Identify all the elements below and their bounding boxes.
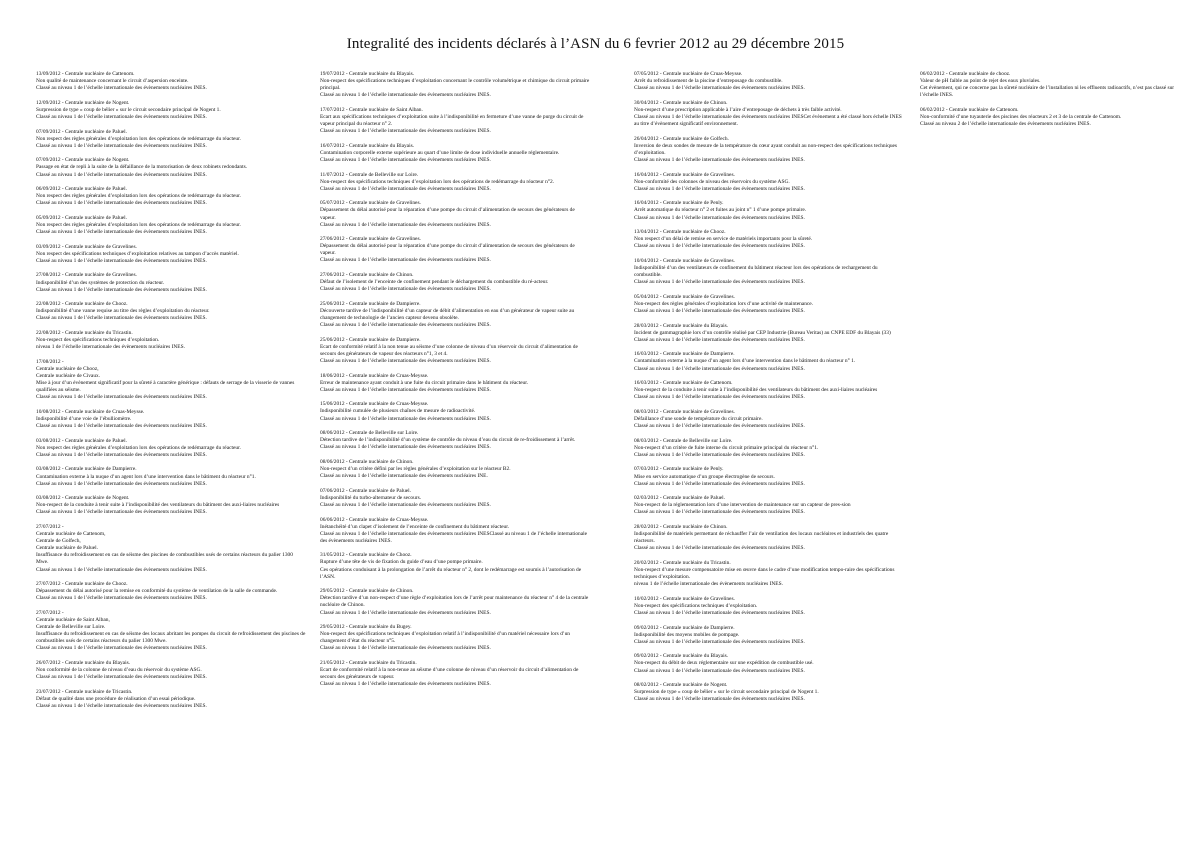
incident-text-line: Classé au niveau 1 de l’échelle internationale des évènements nucléaires INES. (634, 365, 805, 372)
incident-heading: 27/06/2012 - Centrale nucléaire de Chinon. (320, 272, 414, 279)
incident-heading: 28/03/2012 - Centrale nucléaire du Blayais. (634, 322, 729, 329)
incident-entry (320, 430, 590, 451)
incident-text-line: Classé au niveau 1 de l’échelle internationale des évènements nucléaires INES. (36, 394, 207, 401)
incident-heading: 21/05/2012 - Centrale nucléaire du Tricastin. (320, 660, 417, 666)
incident-heading: 03/08/2012 - Centrale nucléaire de Paluel. (36, 437, 128, 444)
incident-text-line: Classé au niveau 1 de l’échelle internationale des évènements nucléaires INES. (36, 674, 207, 681)
incident-entry (36, 215, 306, 236)
incident-text-line: Arrêt automatique du réacteur n° 2 et fuites au joint n° 1 d’une pompe primaire. (634, 207, 807, 214)
incident-entry (320, 143, 590, 164)
incident-text-line: Arrêt du refroidissement de la piscine d’entreposage du combustible. (634, 78, 783, 85)
incident-heading: 09/02/2012 - Centrale nucléaire de Dampierre. (634, 624, 735, 631)
incident-heading: 13/04/2012 - Centrale nucléaire de Chooz. (634, 229, 726, 236)
incident-text-line: Classé au niveau 1 de l’échelle internationale des évènements nucléaires INES. (36, 200, 207, 207)
incident-entry (634, 380, 904, 401)
incident-text-line: Classé au niveau 1 de l’échelle internationale des évènements nucléaires INES. (320, 609, 491, 616)
incident-text-line: Mise à jour d’un évènement significatif pour la sûreté à caractère générique : défauts de serrage de la visserie de vannes qualifiées au séisme. (36, 380, 295, 394)
incident-entry (320, 337, 590, 365)
incident-heading: 27/06/2012 - Centrale nucléaire de Gravelines. (320, 236, 421, 243)
incident-text-line: niveau 1 de l’échelle internationale des évènements nucléaires INES. (36, 344, 185, 351)
incident-entry (320, 272, 590, 293)
incident-text-line: Classé au niveau 1 de l’échelle internationale des évènements nucléaires INES. (634, 214, 805, 221)
incident-heading: 27/07/2012 - Centrale nucléaire de Chooz. (36, 581, 128, 588)
incident-text-line: Mise en service automatique d’un groupe électrogène de secours. (634, 473, 775, 480)
incident-text-line: Non-respect de la conduite à tenir suite à l’indisponibilité des ventilateurs du bâtiment des auxi-liaires nucléaires (634, 387, 878, 394)
incident-entry (634, 294, 904, 315)
incident-text-line: Contamination externe à la nuque d’un agent lors d’une intervention dans le bâtiment du réacteur n° 1. (634, 358, 856, 365)
incident-heading: 07/03/2012 - Centrale nucléaire de Penly. (634, 466, 724, 473)
incident-heading: 03/08/2012 - Centrale nucléaire de Dampierre. (36, 466, 137, 473)
incident-entry (634, 625, 904, 646)
incident-text-line: Classé au niveau 1 de l’échelle internationale des évènements nucléaires INES. (634, 243, 805, 250)
incident-text-line: Ecart de conformité relatif à la non-tenue au séisme d’une colonne de niveau d’un réservoir du circuit d’alimentation de secours des générateurs de vapeur. (320, 667, 579, 681)
incident-text-line: Ces opérations conduisant à la prolongation de l’arrêt du réacteur n° 2, dont le redémarrage est soumis à l’autorisation de l’ASN. (320, 566, 582, 580)
incident-text-line: Centrale de Golfech, (36, 538, 81, 545)
incident-text-line: Classé au niveau 1 de l’échelle internationale des évènements nucléaires INES. (320, 286, 491, 293)
incident-text-line: Ecart de conformité relatif à la non tenue au séisme d’une colonne de niveau d’un réservoir du circuit d’alimentation de secours des générateurs de vapeur des réacteurs n°1, 3 et 4. (320, 343, 578, 357)
incident-text-line: Classé au niveau 1 de l’échelle internationale des évènements nucléaires INES. (634, 336, 805, 343)
incident-text-line: Non-respect des spécifications techniques d’exploitation lors des opérations de redémarrage du réacteur n°2. (320, 178, 555, 185)
incident-heading: 02/03/2012 - Centrale nucléaire de Paluel. (634, 495, 726, 502)
incident-entry (320, 107, 590, 135)
incident-text-line: Classé au niveau 1 de l’échelle internationale des évènements nucléaires INES. (320, 681, 491, 688)
incident-text-line: Classé au niveau 1 de l’échelle internationale des évènements nucléaires INES. (36, 315, 207, 322)
incident-entry (320, 459, 590, 480)
incident-text-line: Non-conformité d’une tuyauterie des piscines des réacteurs 2 et 3 de la centrale de Cattenom. (920, 113, 1122, 120)
incident-text-line: Classé au niveau 1 de l’échelle internationale des évènements nucléaires INES. (36, 142, 207, 149)
incident-text-line: Non respect d’un délai de remise en service de matériels importants pour la sûreté. (634, 236, 813, 243)
incident-entry (634, 596, 904, 617)
incident-entry (634, 136, 904, 164)
incident-entry (320, 588, 590, 616)
incident-text-line: niveau 1 de l’échelle internationale des évènements nucléaires INES. (634, 581, 783, 588)
incident-text-line: Classé au niveau 1 de l’échelle internationale des évènements nucléaires INE. (320, 473, 488, 480)
incident-entry (320, 517, 590, 545)
incident-entry (920, 71, 1190, 99)
incident-text-line: Valeur de pH faible au point de rejet des eaux pluviales. (920, 78, 1041, 85)
incident-heading: 22/08/2012 - Centrale nucléaire de Chooz. (36, 301, 128, 308)
incident-text-line: Classé au niveau 1 de l’échelle internationale des évènements nucléaires INES. (634, 480, 805, 487)
incident-text-line: Dépassement du délai autorisé pour la réparation d’une pompe du circuit d’alimentation de secours des générateurs de vapeur. (320, 207, 575, 221)
incident-heading: 25/06/2012 - Centrale nucléaire de Dampierre. (320, 300, 421, 307)
incident-text-line: Classé au niveau 1 de l’échelle internationale des évènements nucléaires INES. (320, 221, 491, 228)
incident-text-line: Classé au niveau 1 de l’échelle internationale des évènements nucléaires INES. (320, 128, 491, 135)
incident-entry (36, 581, 306, 602)
incident-text-line: Non-respect des spécifications techniques d’exploitation relatif à l’indisponibilité d’un matériel nécessaire lors d’un changement d’état du réacteur n°5. (320, 631, 570, 645)
incident-entry (920, 107, 1190, 128)
incident-entry (36, 272, 306, 293)
incident-entry (320, 172, 590, 193)
incident-entry (36, 301, 306, 322)
incident-heading: 29/05/2012 - Centrale nucléaire de Chinon. (320, 588, 414, 595)
incident-entry (320, 373, 590, 394)
incident-text-line: Surpression de type « coup de bélier » sur le circuit secondaire principal de Nogent 1. (36, 106, 221, 113)
incident-text-line: Centrale de Belleville sur Loire. (36, 624, 106, 631)
incident-text-line: Classé au niveau 1 de l’échelle internationale des évènements nucléaires INES. (634, 423, 805, 430)
incident-text-line: Non-respect d’une mesure compensatoire mise en œuvre dans le cadre d’une modification tempo-raire des spécifications techniques d’exploitation. (634, 566, 895, 581)
incident-text-line: Classé au niveau 1 de l’échelle internationale des évènements nucléaires INES. (36, 645, 207, 652)
incident-entry (36, 660, 306, 681)
incident-text-line: Classé au niveau 1 de l’échelle internationale des évènements nucléaires INES. (634, 509, 805, 516)
incident-heading: 18/06/2012 - Centrale nucléaire de Cruas-Meysse. (320, 372, 429, 379)
incident-text-line: Indisponibilité d’une voie de l’ébulliomètre. (36, 415, 132, 422)
incident-text-line: Indisponibilité du turbo-alternateur de secours. (320, 494, 422, 501)
incident-text-line: Non qualité de maintenance concernant le circuit d’aspersion enceinte. (36, 78, 189, 85)
incident-entry (36, 330, 306, 351)
incident-text-line: Classé au niveau 1 de l’échelle internationale des évènements nucléaires INES. (36, 85, 207, 92)
incident-text-line: Ecart aux spécifications techniques d’exploitation suite à l’indisponibilité en fermeture d’une vanne de purge du circuit de vapeur principal du réacteur n° 2. (320, 113, 584, 128)
incident-heading: 07/06/2012 - Centrale nucléaire de Paluel. (320, 487, 412, 494)
incident-heading: 03/09/2012 - Centrale nucléaire de Gravelines. (36, 243, 137, 250)
incident-text-line: Inversion de deux sondes de mesure de la température du cœur ayant conduit au non-respect des spécifications techniques d’exploitation. (634, 142, 898, 156)
incident-text-line: Indisponibilité d’une vanne requise au titre des règles d’exploitation du réacteur. (36, 308, 210, 315)
incident-text-line: Classé au niveau 1 de l’échelle internationale des évènements nucléaires INES. (634, 85, 805, 92)
incident-entry (634, 560, 904, 588)
incident-heading: 05/09/2012 - Centrale nucléaire de Paluel. (36, 214, 128, 221)
incident-entry (634, 653, 904, 674)
incident-heading: 16/07/2012 - Centrale nucléaire du Blayais. (320, 142, 415, 149)
incident-text-line: Classé au niveau 1 de l’échelle internationale des évènements nucléaires INES. (36, 113, 207, 120)
incident-text-line: Non-respect d’un critère défini par les règles générales d’exploitation sur le réacteur B2. (320, 466, 511, 473)
incident-text-line: Non-respect des spécifications techniques d’exploitation. (36, 337, 160, 344)
incident-entry (36, 71, 306, 92)
incident-entry (36, 466, 306, 487)
incident-heading: 10/04/2012 - Centrale nucléaire de Gravelines. (634, 257, 735, 264)
incident-entry (634, 258, 904, 286)
incident-heading: 27/07/2012 - (36, 524, 64, 530)
incident-entry (36, 409, 306, 430)
incident-text-line: Classé au niveau 1 de l’échelle internationale des évènements nucléaires INES. (36, 229, 207, 236)
incident-text-line: Non respect des règles générales d’exploitation lors des opérations de redémarrage du réacteur. (36, 193, 241, 200)
incident-column-2 (320, 71, 590, 696)
incident-entry (320, 200, 590, 228)
incident-text-line: Classé au niveau 1 de l’échelle internationale des évènements nucléaires INES. (320, 444, 491, 451)
incident-heading: 30/04/2012 - Centrale nucléaire de Chinon. (634, 99, 728, 106)
incident-text-line: Classé au niveau 1 de l’échelle internationale des évènements nucléaires INES. (36, 595, 207, 602)
incident-text-line: Non-respect de la conduite à tenir suite à l’indisponibilité des ventilateurs du bâtiment des auxi-liaires nucléaires (36, 502, 280, 509)
incident-heading: 26/04/2012 - Centrale nucléaire de Golfech. (634, 135, 729, 142)
incident-entry (320, 488, 590, 509)
incident-text-line: Classé au niveau 1 de l’échelle internationale des évènements nucléaires INES. (36, 423, 207, 430)
incident-entry (634, 495, 904, 516)
incident-text-line: Classé au niveau 1 de l’échelle internationale des évènements nucléaires INES. (36, 286, 207, 293)
incident-heading: 13/09/2012 - Centrale nucléaire de Cattenom. (36, 71, 135, 77)
incident-entry (320, 552, 590, 580)
incident-text-line: Indisponibilité d’un des ventilateurs de confinement du bâtiment réacteur lors des opérations de rechargement du combustible. (634, 264, 878, 279)
incident-column-1 (36, 71, 306, 718)
incident-entry (634, 71, 904, 92)
incident-heading: 22/08/2012 - Centrale nucléaire du Tricastin. (36, 330, 133, 337)
incident-heading: 20/02/2012 - Centrale nucléaire du Tricastin. (634, 559, 731, 566)
incident-entry (320, 236, 590, 264)
incident-text-line: Non-respect du débit de deux réglementaire sur une expédition de combustible usé. (634, 660, 814, 667)
incident-text-line: Classé au niveau 1 de l’échelle internationale des évènements nucléaires INES. (36, 451, 207, 458)
incident-entry (36, 359, 306, 402)
incident-entry (320, 401, 590, 422)
incident-entry (36, 524, 306, 574)
incident-heading: 08/02/2012 - Centrale nucléaire de Nogent. (634, 682, 728, 689)
incident-text-line: Classé au niveau 1 de l’échelle internationale des évènements nucléaires INES. (634, 545, 805, 552)
incident-text-line: Classé au niveau 1 de l’échelle internationale des évènements nucléaires INES. (320, 322, 491, 329)
incident-heading: 06/02/2012 - Centrale nucléaire de Cattenom. (920, 106, 1019, 113)
incident-text-line: Classé au niveau 1 de l’échelle internationale des évènements nucléaires INESCet évènement a été classé hors échelle INES au titre d’évènement significatif environnement. (634, 113, 902, 128)
incident-heading: 16/04/2012 - Centrale nucléaire de Penly. (634, 200, 724, 207)
incident-heading: 26/07/2012 - Centrale nucléaire du Blayais. (36, 660, 131, 666)
incident-text-line: Inétanchéité d’un clapet d’isolement de l’enceinte de confinement du bâtiment réacteur. (320, 523, 510, 530)
incident-heading: 06/06/2012 - Centrale nucléaire de Cruas-Meysse. (320, 516, 429, 523)
incident-entry (36, 610, 306, 653)
incident-heading: 25/06/2012 - Centrale nucléaire de Dampierre. (320, 336, 421, 343)
incident-entry (36, 438, 306, 459)
incident-text-line: Insuffisance du refroidissement en cas de séisme des locaux abritant les pompes du circuit de refroidissement des piscines de combustibles usés de certains réacteurs du palier 1300 Mwe. (36, 631, 306, 645)
incident-text-line: Surpression de type « coup de bélier » sur le circuit secondaire principal de Nogent 1. (634, 689, 819, 696)
incident-entry (36, 157, 306, 178)
incident-text-line: Classé au niveau 1 de l’échelle internationale des évènements nucléaires INES. (634, 307, 805, 314)
incident-heading: 27/07/2012 - (36, 609, 64, 616)
incident-text-line: Centrale nucléaire de Cattenom, (36, 531, 106, 538)
incident-text-line: Classé au niveau 1 de l’échelle internationale des évènements nucléaires INES. (320, 415, 491, 422)
incident-heading: 07/09/2012 - Centrale nucléaire de Paluel. (36, 128, 128, 135)
incident-heading: 08/06/2012 - Centrale nucléaire de Chinon. (320, 458, 414, 465)
incident-text-line: Indisponibilité des moyens mobiles de pompage. (634, 631, 740, 638)
incident-text-line: Détection tardive de l’indisponibilité d’un système de contrôle du niveau d’eau du circuit de re-froidissement à l’arrêt. (320, 437, 576, 444)
incident-heading: 17/08/2012 - (36, 358, 64, 365)
incident-heading: 27/08/2012 - Centrale nucléaire de Gravelines. (36, 272, 137, 279)
incident-heading: 05/04/2012 - Centrale nucléaire de Gravelines. (634, 293, 735, 300)
incident-heading: 07/09/2012 - Centrale nucléaire de Nogent. (36, 157, 130, 164)
incident-entry (36, 689, 306, 710)
incident-heading: 11/07/2012 - Centrale de Belleville sur Loire. (320, 171, 419, 178)
incident-text-line: Non-conformité des colonnes de niveau des réservoirs du système ASG. (634, 178, 790, 185)
incident-text-line: Classé au niveau 1 de l’échelle internationale des évènements nucléaires INES. (320, 185, 491, 192)
incident-heading: 08/03/2012 - Centrale nucléaire de Gravelines. (634, 408, 735, 415)
incident-entry (36, 100, 306, 121)
incident-heading: 15/06/2012 - Centrale nucléaire de Cruas-Meysse. (320, 401, 429, 408)
incident-text-line: Classé au niveau 1 de l’échelle internationale des évènements nucléaires INES. (36, 480, 207, 487)
incident-text-line: Centrale nucléaire de Civaux. (36, 373, 101, 379)
incident-text-line: Non respect des règles générales d’exploitation lors des opérations de redémarrage du réacteur. (36, 135, 241, 142)
incident-text-line: Classé au niveau 1 de l’échelle internationale des évènements nucléaires INES. (320, 358, 491, 364)
incident-text-line: Insuffisance du refroidissement en cas de séisme des piscines de combustibles usés de certains réacteurs du palier 1300 Mwe. (36, 552, 293, 566)
incident-heading: 05/07/2012 - Centrale nucléaire de Gravelines. (320, 200, 421, 207)
incident-entry (36, 244, 306, 265)
incident-text-line: Classé au niveau 1 de l’échelle internationale des évènements nucléaires INES. (36, 509, 207, 516)
incident-text-line: Classé au niveau 1 de l’échelle internationale des évènements nucléaires INES. (634, 667, 805, 674)
incident-entry (36, 495, 306, 516)
incident-entry (634, 438, 904, 459)
incident-heading: 12/09/2012 - Centrale nucléaire de Nogent. (36, 99, 130, 106)
incident-text-line: Indisponibilité de matériels permettant de réchauffer l’air de ventilation des locaux nucléaires et industriels des quatre réacteurs. (634, 531, 889, 545)
incident-text-line: Classé au niveau 1 de l’échelle internationale des évènements nucléaires INES. (36, 702, 207, 709)
incident-heading: 16/04/2012 - Centrale nucléaire de Gravelines. (634, 171, 735, 178)
incident-text-line: Classé au niveau 1 de l’échelle internationale des évènements nucléaires INES. (36, 171, 207, 178)
incident-text-line: Passage en état de repli à la suite de la défaillance de la motorisation de deux robinets redondants. (36, 164, 248, 171)
incident-text-line: Classé au niveau 1 de l’échelle internationale des évènements nucléaires INES. (36, 566, 207, 573)
incident-text-line: Détection tardive d’un non-respect d’une règle d’exploitation lors de l’arrêt pour maintenance du réacteur n° 4 de la centrale nucléaire de Chinon. (320, 595, 589, 609)
incident-text-line: Défaut de qualité dans une procédure de réalisation d’un essai périodique. (36, 695, 196, 702)
incident-text-line: Centrale nucléaire de Paluel. (36, 545, 98, 552)
incident-heading: 16/03/2012 - Centrale nucléaire de Dampierre. (634, 351, 735, 358)
incident-entry (634, 229, 904, 250)
incident-text-line: Non respect des spécifications techniques d’exploitation relatives au tampon d’accès matériel. (36, 250, 239, 257)
incident-text-line: Classé au niveau 1 de l’échelle internationale des évènements nucléaires INES. (36, 257, 207, 264)
incident-heading: 07/05/2012 - Centrale nucléaire de Cruas-Meysse. (634, 71, 743, 77)
incident-text-line: Classé au niveau 1 de l’échelle internationale des évènements nucléaires INES. (320, 92, 491, 99)
incident-heading: 17/07/2012 - Centrale nucléaire de Saint Alban. (320, 106, 423, 113)
incident-text-line: Centrale nucléaire de Saint Alban, (36, 617, 110, 624)
incident-entry (634, 682, 904, 703)
incident-heading: 09/02/2012 - Centrale nucléaire du Blayais. (634, 653, 729, 660)
incident-text-line: Centrale nucléaire de Chooz, (36, 365, 99, 372)
incident-text-line: Classé au niveau 1 de l’échelle internationale des évènements nucléaires INES. (634, 279, 805, 286)
incident-text-line: Classé au niveau 1 de l’échelle internationale des évènements nucléaires INES. (634, 638, 805, 645)
incident-heading: 19/07/2012 - Centrale nucléaire du Blayais. (320, 71, 415, 77)
incident-text-line: Indisponibilité d’un des systèmes de protection du réacteur. (36, 279, 165, 286)
incident-heading: 03/08/2012 - Centrale nucléaire de Nogent. (36, 495, 130, 502)
incident-column-4 (920, 71, 1190, 136)
incident-text-line: Classé au niveau 1 de l’échelle internationale des évènements nucléaires INES. (634, 696, 805, 703)
incident-text-line: Contamination corporelle externe supérieure au quart d’une limite de dose individuelle annuelle réglementaire. (320, 149, 560, 156)
incident-entry (36, 186, 306, 207)
incident-entry (320, 301, 590, 329)
incident-text-line: Défaut de l’isolement de l’enceinte de confinement pendant le déchargement du combustible du ré-acteur. (320, 279, 549, 286)
incident-text-line: Contamination externe à la nuque d’un agent lors d’une intervention dans le bâtiment du réacteur n°1. (36, 473, 256, 480)
incident-text-line: Classé au niveau 1 de l’échelle internationale des évènements nucléaires INES. (320, 501, 491, 508)
incident-entry (634, 100, 904, 128)
incident-heading: 31/05/2012 - Centrale nucléaire de Chooz. (320, 552, 412, 559)
incident-entry (634, 200, 904, 221)
page-title: Integralité des incidents déclarés à l’ASN du 6 fevrier 2012 au 29 décembre 2015 (346, 36, 845, 52)
incident-text-line: Non-respect d’une prescription applicable à l’aire d’entreposage de déchets à très faible activité. (634, 106, 842, 113)
incident-heading: 08/03/2012 - Centrale de Belleville sur Loire. (634, 437, 733, 444)
incident-heading: 29/05/2012 - Centrale nucléaire du Bugey. (320, 624, 412, 631)
incident-entry (634, 351, 904, 372)
incident-heading: 08/06/2012 - Centrale de Belleville sur Loire. (320, 430, 419, 437)
incident-heading: 28/02/2012 - Centrale nucléaire de Chinon. (634, 524, 728, 530)
incident-entry (320, 624, 590, 652)
incident-text-line: Classé au niveau 1 de l’échelle internationale des évènements nucléaires INES. (320, 645, 491, 652)
incident-column-3 (634, 71, 904, 711)
incident-entry (320, 71, 590, 99)
incident-text-line: Classé au niveau 1 de l’échelle internationale des évènements nucléaires INES. (634, 451, 805, 458)
incident-text-line: Dépassement du délai autorisé pour la remise en conformité du système de ventilation de la salle de commande. (36, 588, 278, 595)
incident-entry (634, 323, 904, 344)
incident-entry (634, 409, 904, 430)
incident-text-line: Erreur de maintenance ayant conduit à une fuite du circuit primaire dans le bâtiment du réacteur. (320, 379, 529, 386)
incident-text-line: Classé au niveau 1 de l’échelle internationale des évènements nucléaires INES. (634, 394, 805, 401)
incident-heading: 23/07/2012 - Centrale nucléaire de Tricastin. (36, 688, 133, 695)
incident-text-line: Classé au niveau 2 de l’échelle internationale des évènements nucléaires INES. (920, 121, 1091, 128)
incident-text-line: Classé au niveau 1 de l’échelle internationale des évènements nucléaires INES. (320, 156, 491, 163)
incident-text-line: Rupture d’une tête de vis de fixation du guide d’eau d’une pompe primaire. (320, 559, 483, 566)
incident-text-line: Non respect des règles générales d’exploitation lors des opérations de redémarrage du réacteur. (36, 222, 241, 228)
incident-entry (36, 129, 306, 150)
incident-text-line: Classé au niveau 1 de l’échelle internationale des évènements nucléaires INES. (634, 609, 805, 616)
incident-text-line: Classé au niveau 1 de l’échelle internationale des évènements nucléaires INES. (634, 156, 805, 163)
incident-entry (320, 660, 590, 688)
incident-heading: 10/08/2012 - Centrale nucléaire de Cruas-Meysse. (36, 408, 145, 415)
incident-entry (634, 172, 904, 193)
incident-heading: 10/02/2012 - Centrale nucléaire de Gravelines. (634, 595, 735, 602)
incident-text-line: Défaillance d’une sonde de température du circuit primaire. (634, 415, 763, 422)
incident-heading: 06/02/2012 - Centrale nucléaire de chooz. (920, 71, 1011, 77)
incident-text-line: Classé au niveau 1 de l’échelle internationale des évènements nucléaires INESClassé au niveau 1 de l’échelle internationale des évènements nucléaires INES. (320, 530, 588, 544)
incident-text-line: Non-respect des spécifications techniques d’exploitation. (634, 602, 758, 609)
incident-text-line: Cet évènement, qui ne concerne pas la sûreté nucléaire de l’installation ni les effluents radioactifs, n’est pas classé sur l’échelle INES. (920, 85, 1175, 99)
incident-text-line: Non-respect de la réglementation lors d’une intervention de maintenance sur un capteur de pres-sion (634, 502, 851, 509)
incident-text-line: Découverte tardive de l’indisponibilité d’un capteur de débit d’alimentation en eau d’un générateur de vapeur suite au changement de technologie de l’ancien capteur devenu obsolète. (320, 307, 575, 322)
incident-text-line: Indisponibilité cumulée de plusieurs chaînes de mesure de radioactivité. (320, 408, 476, 415)
incident-text-line: Non conformité de la colonne de niveau d’eau du réservoir du système ASG. (36, 667, 202, 674)
incident-text-line: Classé au niveau 1 de l’échelle internationale des évènements nucléaires INES. (634, 185, 805, 192)
incident-text-line: Non-respect des spécifications techniques d’exploitation concernant le contrôle volumétrique et chimique du circuit primaire principal. (320, 78, 590, 92)
incident-text-line: Non respect des règles générales d’exploitation lors des opérations de redémarrage du réacteur. (36, 444, 241, 451)
incident-text-line: Classé au niveau 1 de l’échelle internationale des évènements nucléaires INES. (320, 257, 491, 264)
incident-text-line: Non-respect des règles générales d’exploitation lors d’une activité de maintenance. (634, 300, 814, 307)
incident-entry (634, 466, 904, 487)
incident-text-line: Non-respect d’un critère de fuite interne du circuit primaire principal du réacteur n°1. (634, 444, 819, 451)
incident-heading: 16/03/2012 - Centrale nucléaire de Cattenom. (634, 380, 733, 387)
incident-heading: 06/09/2012 - Centrale nucléaire de Paluel. (36, 186, 128, 193)
incident-text-line: Dépassement du délai autorisé pour la réparation d’une pompe du circuit d’alimentation de secours des générateurs de vapeur. (320, 243, 575, 257)
incident-text-line: Incident de gammagraphie lors d’un contrôle réalisé par CEP Industrie (Bureau Veritas) au CNPE EDF du Blayais (33) (634, 329, 891, 336)
incident-entry (634, 524, 904, 552)
incident-text-line: Classé au niveau 1 de l’échelle internationale des évènements nucléaires INES. (320, 386, 491, 393)
